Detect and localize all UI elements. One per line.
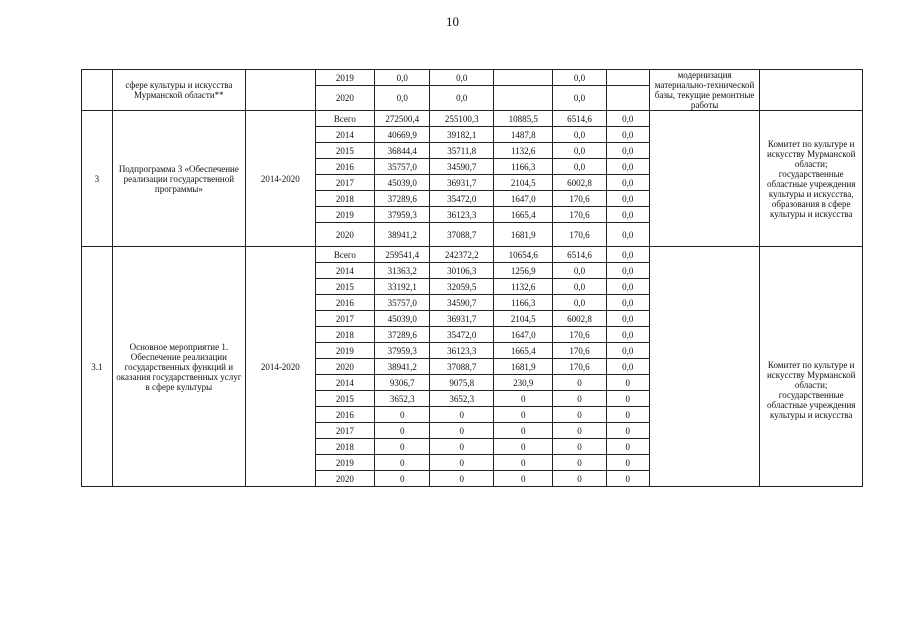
cell-federal: 2104,5 xyxy=(493,175,552,191)
row-org-cell xyxy=(760,70,863,111)
row-org-cell: Комитет по культуре и искусству Мурманской области; государственные областные учреждения культуры и искусства, образования в сфере культуры и искусства xyxy=(760,111,863,247)
cell-regional: 0,0 xyxy=(430,86,494,111)
cell-regional: 30106,3 xyxy=(430,263,494,279)
cell-total: 0,0 xyxy=(375,86,430,111)
cell-regional: 35711,8 xyxy=(430,143,494,159)
cell-total: 31363,2 xyxy=(375,263,430,279)
cell-total: 0 xyxy=(375,407,430,423)
cell-local: 0,0 xyxy=(553,86,606,111)
cell-total: 0 xyxy=(375,439,430,455)
cell-regional: 39182,1 xyxy=(430,127,494,143)
cell-local: 0,0 xyxy=(553,143,606,159)
cell-total: 0 xyxy=(375,455,430,471)
cell-other: 0,0 xyxy=(606,311,649,327)
row-number-cell xyxy=(82,70,113,111)
cell-total: 37959,3 xyxy=(375,343,430,359)
cell-other: 0,0 xyxy=(606,159,649,175)
cell-local: 170,6 xyxy=(553,327,606,343)
budget-table-body xyxy=(82,70,863,487)
cell-total: 33192,1 xyxy=(375,279,430,295)
cell-regional: 36931,7 xyxy=(430,175,494,191)
cell-year: 2016 xyxy=(315,159,374,175)
cell-total: 45039,0 xyxy=(375,311,430,327)
cell-regional: 36123,3 xyxy=(430,207,494,223)
cell-regional: 35472,0 xyxy=(430,327,494,343)
cell-other: 0 xyxy=(606,439,649,455)
row-period-cell: 2014-2020 xyxy=(245,111,315,247)
cell-total: 272500,4 xyxy=(375,111,430,127)
cell-other: 0,0 xyxy=(606,295,649,311)
cell-total: 37289,6 xyxy=(375,327,430,343)
cell-other: 0,0 xyxy=(606,143,649,159)
cell-regional: 242372,2 xyxy=(430,247,494,263)
cell-other: 0 xyxy=(606,471,649,487)
cell-other: 0 xyxy=(606,407,649,423)
cell-local: 0 xyxy=(553,439,606,455)
row-period-cell: 2014-2020 xyxy=(245,247,315,487)
cell-federal: 0 xyxy=(493,439,552,455)
page-number: 10 xyxy=(446,14,459,29)
cell-year: Всего xyxy=(315,247,374,263)
cell-federal: 1647,0 xyxy=(493,327,552,343)
cell-total: 38941,2 xyxy=(375,359,430,375)
row-number-cell: 3 xyxy=(82,111,113,247)
cell-regional: 0 xyxy=(430,439,494,455)
table-row xyxy=(82,247,863,263)
cell-regional: 37088,7 xyxy=(430,359,494,375)
cell-federal: 2104,5 xyxy=(493,311,552,327)
cell-regional: 3652,3 xyxy=(430,391,494,407)
cell-total: 0 xyxy=(375,471,430,487)
cell-other: 0,0 xyxy=(606,279,649,295)
row-org-cell: Комитет по культуре и искусству Мурманской области; государственные областные учреждения культуры и искусства xyxy=(760,247,863,487)
cell-year: 2019 xyxy=(315,455,374,471)
cell-other: 0,0 xyxy=(606,327,649,343)
cell-other: 0 xyxy=(606,375,649,391)
cell-regional: 0 xyxy=(430,455,494,471)
cell-other: 0,0 xyxy=(606,223,649,247)
cell-year: 2018 xyxy=(315,439,374,455)
row-note-cell: модернизация материально-технической базы, текущие ремонтные работы xyxy=(649,70,760,111)
cell-other: 0 xyxy=(606,391,649,407)
cell-federal: 0 xyxy=(493,423,552,439)
row-name-cell: сфере культуры и искусства Мурманской области** xyxy=(112,70,245,111)
cell-total: 35757,0 xyxy=(375,295,430,311)
cell-year: 2017 xyxy=(315,175,374,191)
cell-other: 0,0 xyxy=(606,191,649,207)
cell-local: 0,0 xyxy=(553,127,606,143)
cell-regional: 0 xyxy=(430,471,494,487)
cell-year: 2017 xyxy=(315,311,374,327)
cell-regional: 0 xyxy=(430,423,494,439)
cell-regional: 9075,8 xyxy=(430,375,494,391)
cell-total: 3652,3 xyxy=(375,391,430,407)
cell-regional: 0 xyxy=(430,407,494,423)
cell-year: 2014 xyxy=(315,375,374,391)
cell-federal: 1166,3 xyxy=(493,295,552,311)
cell-year: 2015 xyxy=(315,279,374,295)
cell-federal: 1647,0 xyxy=(493,191,552,207)
cell-other: 0,0 xyxy=(606,207,649,223)
cell-year: 2020 xyxy=(315,471,374,487)
cell-regional: 35472,0 xyxy=(430,191,494,207)
cell-year: 2020 xyxy=(315,86,374,111)
cell-other: 0,0 xyxy=(606,127,649,143)
cell-federal: 230,9 xyxy=(493,375,552,391)
row-number-cell: 3.1 xyxy=(82,247,113,487)
cell-federal: 1132,6 xyxy=(493,143,552,159)
cell-local: 0 xyxy=(553,375,606,391)
cell-local: 0,0 xyxy=(553,279,606,295)
cell-regional: 36931,7 xyxy=(430,311,494,327)
cell-year: 2015 xyxy=(315,391,374,407)
cell-federal: 1166,3 xyxy=(493,159,552,175)
cell-other: 0 xyxy=(606,455,649,471)
cell-regional: 34590,7 xyxy=(430,295,494,311)
cell-local: 0 xyxy=(553,407,606,423)
cell-other: 0,0 xyxy=(606,343,649,359)
cell-local: 170,6 xyxy=(553,223,606,247)
cell-local: 0 xyxy=(553,391,606,407)
cell-total: 37959,3 xyxy=(375,207,430,223)
cell-year: 2017 xyxy=(315,423,374,439)
cell-total: 9306,7 xyxy=(375,375,430,391)
cell-year: 2018 xyxy=(315,327,374,343)
cell-local: 170,6 xyxy=(553,207,606,223)
table-row xyxy=(82,111,863,127)
row-name-cell: Основное мероприятие 1. Обеспечение реализации государственных функций и оказания государственных услуг в сфере культуры xyxy=(112,247,245,487)
cell-other: 0,0 xyxy=(606,263,649,279)
cell-local: 0,0 xyxy=(553,70,606,86)
cell-regional: 255100,3 xyxy=(430,111,494,127)
cell-local: 0,0 xyxy=(553,295,606,311)
cell-federal: 0 xyxy=(493,391,552,407)
cell-federal: 1665,4 xyxy=(493,207,552,223)
cell-other: 0,0 xyxy=(606,111,649,127)
cell-other xyxy=(606,70,649,86)
row-note-cell xyxy=(649,111,760,247)
cell-federal: 1665,4 xyxy=(493,343,552,359)
cell-total: 45039,0 xyxy=(375,175,430,191)
cell-federal: 1681,9 xyxy=(493,223,552,247)
cell-year: Всего xyxy=(315,111,374,127)
table-row xyxy=(82,70,863,86)
cell-other: 0 xyxy=(606,423,649,439)
cell-federal xyxy=(493,70,552,86)
cell-federal: 0 xyxy=(493,455,552,471)
cell-regional: 32059,5 xyxy=(430,279,494,295)
cell-year: 2019 xyxy=(315,343,374,359)
cell-year: 2020 xyxy=(315,223,374,247)
cell-year: 2019 xyxy=(315,70,374,86)
cell-local: 6514,6 xyxy=(553,111,606,127)
cell-local: 0 xyxy=(553,455,606,471)
cell-local: 170,6 xyxy=(553,191,606,207)
cell-regional: 37088,7 xyxy=(430,223,494,247)
budget-table xyxy=(81,69,863,487)
cell-federal: 1256,9 xyxy=(493,263,552,279)
cell-total: 0,0 xyxy=(375,70,430,86)
row-name-cell: Подпрограмма 3 «Обеспечение реализации государственной программы» xyxy=(112,111,245,247)
cell-local: 0 xyxy=(553,471,606,487)
cell-other: 0,0 xyxy=(606,247,649,263)
cell-federal: 1681,9 xyxy=(493,359,552,375)
cell-local: 0,0 xyxy=(553,159,606,175)
cell-local: 0 xyxy=(553,423,606,439)
cell-other xyxy=(606,86,649,111)
cell-federal: 1487,8 xyxy=(493,127,552,143)
cell-total: 0 xyxy=(375,423,430,439)
row-note-cell xyxy=(649,247,760,487)
cell-federal xyxy=(493,86,552,111)
cell-year: 2016 xyxy=(315,295,374,311)
cell-total: 40669,9 xyxy=(375,127,430,143)
cell-federal: 10654,6 xyxy=(493,247,552,263)
cell-local: 170,6 xyxy=(553,359,606,375)
cell-other: 0,0 xyxy=(606,359,649,375)
cell-total: 38941,2 xyxy=(375,223,430,247)
cell-regional: 0,0 xyxy=(430,70,494,86)
cell-year: 2016 xyxy=(315,407,374,423)
row-period-cell xyxy=(245,70,315,111)
cell-federal: 0 xyxy=(493,407,552,423)
cell-federal: 0 xyxy=(493,471,552,487)
cell-local: 170,6 xyxy=(553,343,606,359)
cell-total: 259541,4 xyxy=(375,247,430,263)
cell-total: 36844,4 xyxy=(375,143,430,159)
cell-regional: 34590,7 xyxy=(430,159,494,175)
cell-year: 2015 xyxy=(315,143,374,159)
cell-regional: 36123,3 xyxy=(430,343,494,359)
cell-total: 37289,6 xyxy=(375,191,430,207)
cell-local: 6002,8 xyxy=(553,175,606,191)
cell-local: 6514,6 xyxy=(553,247,606,263)
cell-year: 2019 xyxy=(315,207,374,223)
cell-local: 6002,8 xyxy=(553,311,606,327)
cell-federal: 10885,5 xyxy=(493,111,552,127)
cell-year: 2020 xyxy=(315,359,374,375)
cell-year: 2018 xyxy=(315,191,374,207)
cell-year: 2014 xyxy=(315,127,374,143)
cell-year: 2014 xyxy=(315,263,374,279)
cell-total: 35757,0 xyxy=(375,159,430,175)
cell-federal: 1132,6 xyxy=(493,279,552,295)
cell-local: 0,0 xyxy=(553,263,606,279)
cell-other: 0,0 xyxy=(606,175,649,191)
